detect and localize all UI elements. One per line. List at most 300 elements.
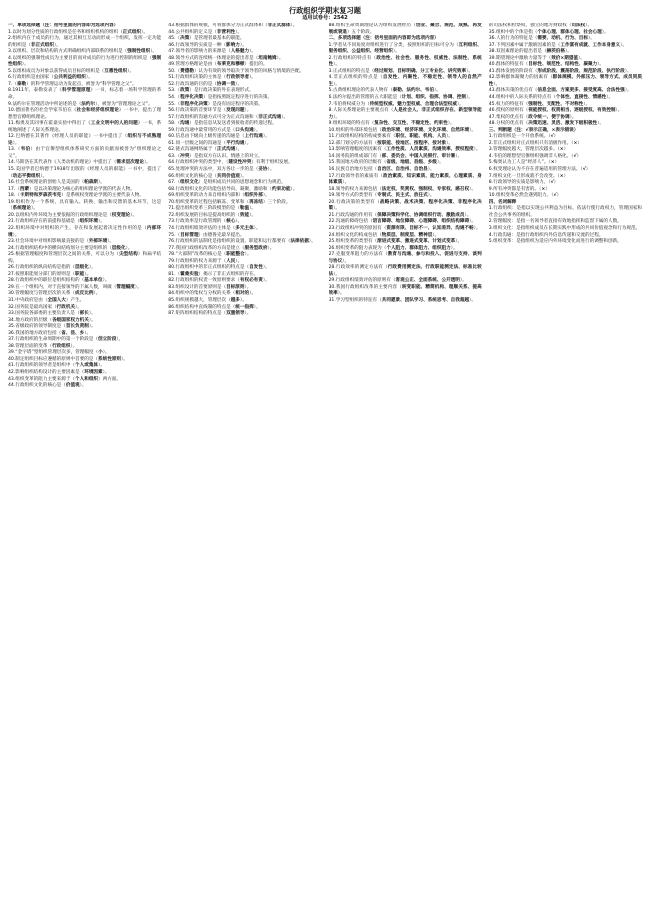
question-text: 9.组织环境的特点有（ <box>328 121 375 127</box>
question-tail: ）。 <box>392 49 400 55</box>
question-item <box>8 147 161 160</box>
question-text: 8.人际关系理论的主要观点有（ <box>328 108 394 114</box>
question-tail: ）。 <box>427 167 435 173</box>
question-tail: ）。 <box>446 140 453 146</box>
question-tail: ）三个阶段。 <box>262 199 291 205</box>
question-tail: ）。 <box>464 212 472 218</box>
question-text: 51.行政组织决策的主体是（ <box>168 75 227 81</box>
answer-text: 协调一致 <box>216 81 236 87</box>
answer-text: 费德勒 <box>180 68 194 74</box>
question-tail: ）。 <box>606 95 614 101</box>
question-text: 25.根据管理幅度和管理层次之间的关系，可以分为（ <box>8 252 119 258</box>
question-tail: ）。 <box>342 258 350 264</box>
question-text: 9.所有冲突都是有害的。（ <box>488 186 542 192</box>
question-tail: ） <box>556 193 562 199</box>
question-tail: 》一书中，提出了理想型官僚组织理论。 <box>8 108 162 120</box>
question-text: 38.双因素理论的提出者是（ <box>488 49 547 55</box>
question-text: 42.影响群体凝聚力的因素有（ <box>488 75 553 81</box>
question-text: 39.“金字塔”型组织管理层次多，管理幅度（ <box>8 350 99 356</box>
question-text: 5.梅奥认为工人是“经济人”。（ <box>488 160 551 166</box>
question-tail: ）。 <box>262 265 270 271</box>
question-tail: ） <box>577 140 582 146</box>
question-tail: ）的科学管理运动为发起点，被誉为“科学管理之父”。 <box>26 81 137 87</box>
question-text: 3.管理幅度越大，管理层次越多。（ <box>488 147 560 153</box>
answer-text: 权变理论 <box>111 212 131 218</box>
question-text: 47.集权的优点有（ <box>488 114 529 120</box>
question-tail: ）。 <box>281 114 289 120</box>
question-text: 21.行政组织存在的前提和基础是（ <box>8 219 80 225</box>
question-tail: ）。 <box>79 383 87 389</box>
question-tail: ） <box>585 167 591 173</box>
question-tail: ）。 <box>125 245 133 251</box>
question-tail: ）。 <box>267 167 275 173</box>
answer-text: 人是社会人、非正式组织存在、新型领导能力 <box>328 108 482 120</box>
answer-text: 职位、职能、机构、人员 <box>395 134 447 140</box>
answer-text: 卡斯特和罗森茨韦克 <box>19 193 62 199</box>
question-text: 11.梅奥及其同事在霍桑实验中得出了《 <box>8 121 91 127</box>
answer-text: 保障决策科学化、协调组织行动、激励成员 <box>377 212 465 218</box>
question-text: 4.非正式组织的特点是（ <box>328 75 383 81</box>
question-text: 二、多项选择题（注：括号里面的内容即为选项内容） <box>328 36 439 42</box>
question-text: 3.正式组织的特点是（ <box>328 68 375 74</box>
answer-text: 泰勒 <box>16 81 27 87</box>
answer-text: 转变职能、精简机构、理顺关系、提高效率 <box>328 284 482 297</box>
question-item <box>329 298 482 305</box>
question-item <box>8 108 161 121</box>
answer-text: 发现问题 <box>226 108 245 114</box>
question-tail: ）五个阶段。 <box>346 29 375 35</box>
question-item <box>329 108 482 121</box>
answer-text: 需要、动机、行为、目标 <box>537 36 588 42</box>
question-tail: ）。 <box>141 29 148 35</box>
question-tail: ）是行政决策的外在表现形式。 <box>189 88 254 94</box>
question-text: 四、名词解释 <box>488 199 517 205</box>
answer-text: 成反比例 <box>75 291 94 297</box>
question-item <box>489 206 642 219</box>
question-text: 17.（ <box>8 186 20 192</box>
answer-text: 环境因素 <box>84 369 103 375</box>
question-item <box>8 226 161 239</box>
question-tail: ）。 <box>235 147 243 153</box>
question-text: 53.（ <box>168 88 181 94</box>
answer-text: 组织文化 <box>180 180 199 186</box>
question-tail: ）是指信息从发送者到接收者的传递过程。 <box>189 121 277 127</box>
question-text: 87.矩阵组织结构的特点是（ <box>168 311 227 317</box>
question-tail: ）是组织成员共同的思想观念和行为规范。 <box>198 180 286 186</box>
question-tail: ）。 <box>620 42 627 48</box>
question-text: 47.领导者的影响力的来源是（ <box>168 49 231 55</box>
question-tail: ）。 <box>615 108 623 114</box>
answer-text: 外部环境 <box>88 239 108 245</box>
question-tail: ）。 <box>624 88 632 94</box>
question-text: 35.省级政府的领导制度是（ <box>8 324 66 330</box>
answer-text: 越多 <box>230 297 240 303</box>
answer-text: 首长负责制 <box>65 324 89 330</box>
question-text: 6.权变理论认为不存在普遍适用的管理方法。（ <box>488 167 583 173</box>
question-text: 68.行政组织文化的功能包括导向、凝聚、激励和（ <box>168 186 273 192</box>
answer-text: 非营利性 <box>216 29 236 35</box>
question-text: 38.管理层面的变革（ <box>8 343 53 349</box>
question-text: 44.组织中的人际关系的特点有（ <box>488 95 556 101</box>
answer-text: 布莱克和穆顿 <box>216 62 245 68</box>
answer-text: 法定权、奖赏权、强制权、专家权、感召权 <box>381 186 470 192</box>
question-text: 28.行政组织中的职位是组织结构的（ <box>8 278 85 284</box>
question-tail: ） <box>576 153 582 159</box>
question-text: 23.行政组织冲突的原因有（ <box>328 225 387 231</box>
answer-text: 层级化 <box>111 245 126 251</box>
question-tail: ）。 <box>597 121 605 127</box>
answer-text: 行政费用测定法、行政职能测定法、标准比较法 <box>328 265 482 277</box>
answer-text: 自发性 <box>249 265 263 271</box>
question-tail: ）。 <box>130 212 138 218</box>
question-tail: ）。 <box>239 173 247 179</box>
answer-text: √ <box>582 167 586 173</box>
question-tail: ） <box>563 147 569 153</box>
answer-text: 传统型权威、魅力型权威、合理合法型权威 <box>369 101 457 107</box>
question-tail: ）。 <box>436 160 444 166</box>
question-text: 72.组织发展的目标是提高组织的（ <box>168 212 240 218</box>
question-text: 57.行政组织的沟通方式可分为正式沟通和（ <box>168 114 259 120</box>
answer-text: 组织环境 <box>79 219 99 225</box>
answer-text: 自治区、自治州、自治县 <box>377 167 428 173</box>
question-text: 1.学者从不同角度对组织进行了分类，按照组织的目标可分为（ <box>328 42 459 48</box>
answer-text: 双重领导 <box>226 311 245 317</box>
question-tail: ），被誉为“管理理论之父”。 <box>95 101 153 107</box>
answer-text: 冲突 <box>180 153 190 159</box>
question-text: 66.组织文化的核心是（ <box>168 173 217 179</box>
question-tail: ）。 <box>469 186 476 192</box>
answer-text: 工作富有成就、工作本身意义 <box>560 42 621 48</box>
question-text: 43.根据群体的规模，可将群体分为正式群体和（ <box>168 23 268 28</box>
answer-text: 韦伯 <box>20 147 31 153</box>
question-tail: ）。 <box>150 49 158 55</box>
question-tail: ） <box>553 134 559 140</box>
question-text: 10.组织的外部环境包括（ <box>328 127 382 133</box>
question-text: 7.（ <box>8 81 17 87</box>
question-text: 25.组织变革的类型有（ <box>328 239 378 245</box>
question-tail: ）。 <box>239 297 247 303</box>
question-item <box>489 75 642 88</box>
question-text: 4.韦伯的理想型官僚组织强调非人格化。（ <box>488 153 574 159</box>
question-tail: ）。 <box>84 271 92 277</box>
question-text: 41.群体发展的阶段有（ <box>488 68 538 74</box>
answer-text: 自发性、内聚性、不稳定性、领导人的自然产生 <box>328 75 482 87</box>
answer-text: 行政组织 <box>52 343 71 349</box>
question-text: 48.分权的优点有（ <box>488 121 529 127</box>
question-text: 24.行政组织结构中的横向结构划分主要是组织的（ <box>8 245 112 251</box>
question-item <box>8 36 161 49</box>
question-tail: ）。 <box>244 252 252 258</box>
answer-text: 行政机关 <box>56 304 76 310</box>
question-text: 15.我国地方政府的层级有（ <box>328 160 387 166</box>
answer-text: 强制性组织 <box>8 55 162 68</box>
question-item <box>8 56 161 69</box>
question-text: 60.信息由下级向上级传递的沟通是（ <box>168 134 245 140</box>
answer-text: 专制式、民主式、放任式 <box>377 193 428 199</box>
question-tail: ）提出的。 <box>244 62 268 68</box>
question-text: 42.影响组织结构设计的主要因素是（ <box>8 369 85 375</box>
question-tail: ）。 <box>235 29 243 35</box>
question-tail: ）。 <box>466 68 474 74</box>
question-text: 20.行政决策的类型有（ <box>328 199 380 205</box>
question-tail: ）。 <box>102 278 110 284</box>
question-text: 69.组织变革的动力来自组织内部和（ <box>168 193 245 199</box>
question-tail: ）有利于组织发展。 <box>251 160 293 166</box>
question-tail: ）是管理者最基本的职能。 <box>189 36 245 42</box>
question-text: 65.处理冲突的方法中，双方各让一步的是（ <box>168 167 259 173</box>
answer-text: × <box>559 173 564 179</box>
question-tail: ）。 <box>276 55 284 61</box>
question-tail: ）。 <box>433 88 441 94</box>
question-tail: ）。 <box>601 29 609 35</box>
question-tail: ）。 <box>235 219 243 225</box>
answer-text: 政令统一、便于协调 <box>528 114 570 120</box>
question-item <box>329 43 482 56</box>
question-tail: ）。 <box>569 114 577 120</box>
question-text: 40.制定组织目标应遵循的原则中首要的是（ <box>8 356 98 362</box>
question-tail: ）。 <box>53 42 61 48</box>
question-text: 8.1911年，泰勒发表了《 <box>8 88 63 94</box>
question-tail: ）是指双方在认识、情感上的对立。 <box>189 153 263 159</box>
question-text: 19.领导方式的类型有（ <box>328 193 378 199</box>
question-tail: ）。 <box>597 62 605 68</box>
question-item <box>8 167 161 180</box>
answer-text: 职能整合 <box>226 252 245 258</box>
question-tail: ）。 <box>249 75 256 81</box>
question-text: 24.组织文化的构成包括（ <box>328 232 382 238</box>
question-text: 37.行政组织的生命周期中的第一个阶段是（ <box>8 337 98 343</box>
question-tail: ）。 <box>459 278 467 284</box>
exam-code: 适用试卷号：2542 <box>302 15 348 21</box>
question-text: 12.部门划分的方法有（ <box>328 140 378 146</box>
question-item <box>8 121 161 134</box>
answer-text: 客观公正、全面系统、公开透明 <box>395 278 460 284</box>
question-tail: ）。 <box>244 108 252 114</box>
question-tail: ）。 <box>127 68 135 74</box>
question-text: 1.以时为划分性质的行政组织是任务和组织机构的组织（ <box>8 29 123 35</box>
answer-text: 目标管理 <box>180 232 199 238</box>
question-text: 5.以组织成员为对象以获得成员目标的组织是（ <box>8 68 105 74</box>
answer-text: 组织与不成熟理论 <box>8 134 162 146</box>
question-text: 10.组织变革必然会遇到阻力。（ <box>488 193 554 199</box>
answer-text: 内部环境 <box>8 225 162 238</box>
answer-text: 科学管理原理 <box>62 88 91 94</box>
question-item <box>329 23 482 36</box>
question-tail: ）。 <box>253 127 261 133</box>
question-text: 16.社会系统理论的创始人是美国的（ <box>8 180 85 186</box>
question-tail: ）产生。 <box>65 297 85 303</box>
question-tail: ）。 <box>88 317 96 323</box>
question-text: 6.行政组织是由国家（ <box>8 75 54 81</box>
question-item <box>8 383 161 390</box>
question-tail: ）。 <box>432 232 440 238</box>
question-tail: ） <box>553 180 559 186</box>
question-text: 50.（ <box>168 68 181 74</box>
question-text: 30.管理幅度与管理层次的关系（ <box>8 291 76 297</box>
question-text: 31.中央政府是由（ <box>8 297 48 303</box>
question-tail: ）。 <box>469 297 476 303</box>
question-text: 52.行政沟通的目的是（ <box>168 81 217 87</box>
question-tail: ）。 <box>456 101 464 107</box>
question-text: 14.马斯洛在其代表作《人类动机的理论》中提出了（ <box>8 160 117 166</box>
question-text: 55.（ <box>168 101 181 107</box>
answer-text: × <box>559 147 564 153</box>
question-tail: ）。 <box>493 81 501 87</box>
question-text: 18.领导的权力来源包括（ <box>328 186 382 192</box>
answer-text: 计划、组织、指挥、协调、控制 <box>401 95 467 101</box>
question-text: 49.管理方格理论是由（ <box>168 62 217 68</box>
question-tail: ）。 <box>70 343 78 349</box>
question-text: 9.法约尔在管理活动中所论述的是（ <box>8 101 82 107</box>
answer-text: × <box>550 160 555 166</box>
question-tail: ）。 <box>75 304 82 310</box>
column-4 <box>489 23 642 913</box>
question-tail: ）是以决策理论为核心的组织理论学派的代表人物。 <box>29 186 135 192</box>
answer-text: 有权必有责 <box>239 278 263 284</box>
question-item <box>329 56 482 69</box>
question-text: 62.链式沟通网络属于（ <box>168 147 217 153</box>
question-text: 84.组织中的集权与分权的关系（ <box>168 291 236 297</box>
answer-text: 妥协 <box>258 167 268 173</box>
question-tail: ）。 <box>290 23 298 28</box>
answer-text: 核心 <box>226 219 236 225</box>
question-tail: ）。 <box>333 62 340 68</box>
question-text: 70.组织变革的过程包括解冻、变革和（ <box>168 199 250 205</box>
question-text: 46.授权的原则有（ <box>488 108 529 114</box>
answer-text: 群体规模、外部压力、领导方式、成员同质性 <box>488 75 642 87</box>
answer-text: 非正式群体 <box>267 23 291 28</box>
answer-text: 强制性组织 <box>127 49 151 55</box>
answer-text: 西蒙 <box>19 186 30 192</box>
question-tail: ）。 <box>93 291 101 297</box>
question-text: 7.韦伯将权威分为（ <box>328 101 370 107</box>
question-text: 30.我国行政组织改革的主要内容（ <box>328 284 402 290</box>
answer-text: 组织外部 <box>244 193 263 199</box>
answer-text: 管理幅度 <box>116 284 135 290</box>
question-text: 26.行政组织的纵向结构是指的（ <box>8 265 76 271</box>
question-text: 32.国务院是最高国家（ <box>8 304 57 310</box>
question-text: 36.我国的地方政府包括（ <box>8 330 62 336</box>
question-text: 11.行政组织结构的构成要素有（ <box>328 134 396 140</box>
question-tail: ）。 <box>21 62 29 68</box>
answer-text: 再冻结 <box>249 199 263 205</box>
answer-text: 相对的 <box>235 291 250 297</box>
question-item <box>329 285 482 298</box>
question-tail: ）。 <box>624 68 632 74</box>
answer-text: 正式组织 <box>122 29 142 35</box>
question-text: 46.行政领导的实质是一种（ <box>168 42 227 48</box>
answer-text: 视能授权、权责相当、逐级授权、有效控制 <box>528 108 616 114</box>
question-text: 10.德国著名的社会学家韦伯在《 <box>8 108 77 114</box>
question-text: 1.行政组织是一个开放系统。（ <box>488 134 551 140</box>
answer-text: 信息全面、方案更多、接受度高、合法性强 <box>537 88 625 94</box>
answer-text: √ <box>550 180 554 186</box>
question-tail: ）。 <box>473 147 481 153</box>
question-tail: ）由德鲁克最早提出。 <box>198 232 245 238</box>
question-tail: ）。 <box>31 206 38 212</box>
question-text: 39.期望理论中激励力量等于（ <box>488 55 552 61</box>
answer-text: 互利组织、服务组织、公益组织、经营组织 <box>328 42 482 55</box>
question-tail: ）。 <box>427 193 435 199</box>
question-tail: ）揭示了非正式组织的存在。 <box>198 271 259 277</box>
question-tail: ）。 <box>455 239 463 245</box>
answer-text: 程序化决策 <box>180 95 204 101</box>
question-text: 64.行政组织冲突的类型中，（ <box>168 160 229 166</box>
answer-text: 霍桑实验 <box>180 271 199 277</box>
answer-text: 互惠性组织 <box>104 68 128 74</box>
question-text: 29.行政组织绩效评估的原则有（ <box>328 278 396 284</box>
question-tail: ）。 <box>98 180 105 186</box>
question-text: 28.行政效率的测定方法有（ <box>328 265 388 271</box>
question-text: 63.（ <box>168 153 181 159</box>
question-tail: ）是系统权变理论学派的主要代表人物。 <box>61 193 144 199</box>
question-text: 20.以组织内外环境为主要依据的行政组织理论是（ <box>8 212 112 218</box>
document-title: 行政组织学期末复习题 <box>289 6 361 15</box>
question-text: 23.社会环境中对组织影响最直接的是（ <box>8 239 89 245</box>
question-text: 79.行政组织的权力来源于（ <box>168 258 227 264</box>
answer-text: √ <box>550 134 554 140</box>
question-text: 16.民族自治地方包括（ <box>328 167 378 173</box>
question-item <box>329 75 482 88</box>
question-text: 45.权力的特征有（ <box>488 101 529 107</box>
answer-text: 个体性、直接性、情感性 <box>555 95 607 101</box>
question-tail: ）。 <box>587 36 595 42</box>
question-tail: ）。 <box>333 271 340 277</box>
answer-text: 工作性质、人员素质、沟通效率、授权程度 <box>386 147 474 153</box>
question-text: 73.行政效率是行政管理的（ <box>168 219 227 225</box>
question-text: 3.组织文化：是指组织成员在长期实践中形成的共同价值观念和行为规范。 <box>488 225 641 231</box>
answer-text: 资源有限、目标不一、认知差异、沟通不畅 <box>386 225 474 231</box>
question-tail: ）。 <box>249 212 256 218</box>
answer-text: 个体心理、群体心理、社会心理 <box>537 29 602 35</box>
question-item <box>8 252 161 265</box>
question-tail: ）。 <box>239 42 247 48</box>
question-tail: 》一书，系统地阐述了人际关系理论。 <box>8 121 162 133</box>
question-text: 6.法约尔提出的管理的五大职能是（ <box>328 95 402 101</box>
question-tail: ）。 <box>84 330 92 336</box>
question-tail: ）。 <box>98 219 105 225</box>
question-text: 81.（ <box>168 271 181 277</box>
answer-text: 系统性原则 <box>98 356 121 362</box>
answer-text: √ <box>553 193 557 199</box>
answer-text: 战略决策、战术决策、程序化决策、非程序化决策 <box>328 199 482 212</box>
question-text: 77.我国行政组织改革的方向是建立（ <box>168 245 245 251</box>
answer-text: 小 <box>98 350 103 356</box>
question-tail: ）。 <box>469 219 476 225</box>
answer-text: 约束功能 <box>272 186 291 192</box>
question-text: 44.行政组织文化的核心是（ <box>8 383 66 389</box>
answer-text: 省、县、乡 <box>61 330 85 336</box>
answer-text: 决策 <box>180 36 190 42</box>
question-tail: 》一书，标志着一场科学管理的革命。 <box>8 88 162 101</box>
question-item <box>329 174 482 187</box>
answer-text: 尖型结构 <box>118 252 138 258</box>
question-text: 31.学习型组织的特征有（ <box>328 297 382 303</box>
answer-text: 教育与沟通、参与和投入、促进与支持、谈判与协议 <box>328 252 482 264</box>
answer-text: 工业文明中的人的问题 <box>90 121 138 127</box>
question-tail: ）是指按照既定程序进行的决策。 <box>203 95 273 101</box>
answer-text: 政治素质、知识素质、能力素质、心理素质、身体素质 <box>328 173 482 186</box>
question-tail: ）。 <box>249 291 256 297</box>
question-tail: ）。 <box>235 81 243 87</box>
question-text: 61.同一层级之间的沟通是（ <box>168 140 227 146</box>
question-text: 43.组织变革的阻力主要来源于（ <box>8 376 76 382</box>
question-item <box>168 311 321 318</box>
answer-text: 经过规划、目标明确、分工专业化、讲究效率 <box>374 68 467 74</box>
question-text: 2.管理幅度：是指一名领导者直接有效地指挥和监督下属的人数。 <box>488 219 622 225</box>
question-text: 80.行政组织中的非正式组织的特点是（ <box>168 265 250 271</box>
answer-text: 司法权 <box>571 23 586 28</box>
